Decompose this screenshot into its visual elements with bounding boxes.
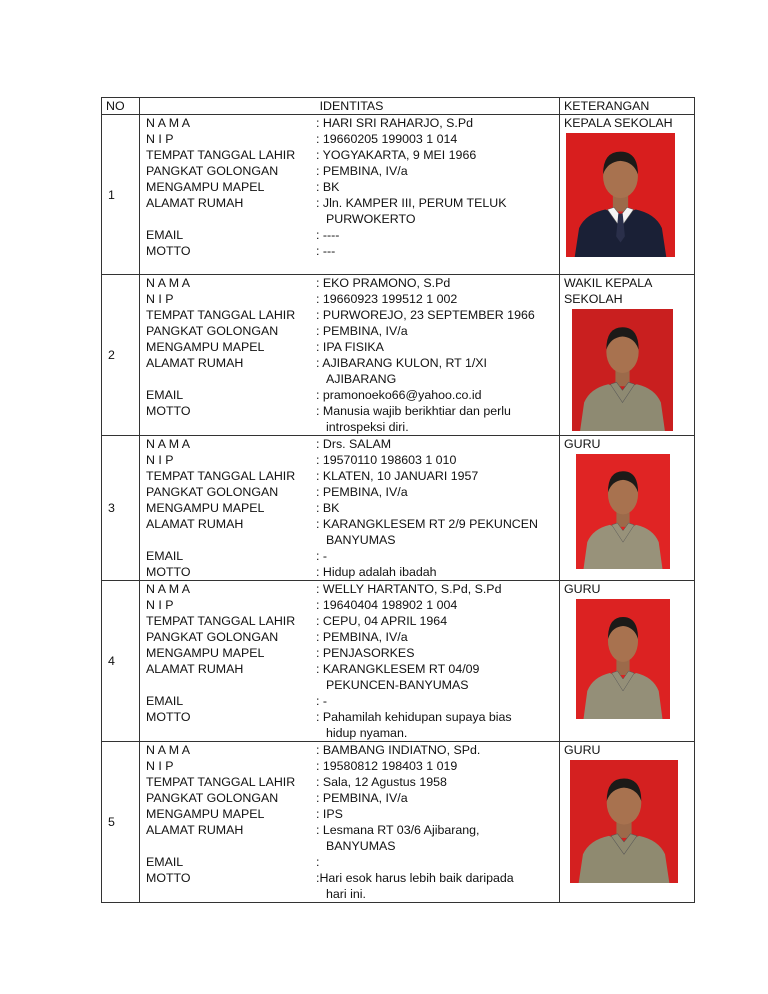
field-label-motto: MOTTO	[146, 244, 191, 258]
field-label-pangkat: PANGKAT GOLONGAN	[146, 485, 279, 499]
field-label-mapel: MENGAMPU MAPEL	[146, 501, 265, 515]
identity-cell	[140, 436, 560, 581]
field-value-alamat2: BANYUMAS	[326, 533, 396, 547]
field-label-alamat: ALAMAT RUMAH	[146, 823, 244, 837]
identity-line	[140, 629, 559, 645]
field-value-alamat1: : KARANGKLESEM RT 2/9 PEKUNCEN	[316, 517, 538, 531]
table-row	[102, 436, 695, 581]
identity-cell	[140, 275, 560, 436]
identity-line	[140, 758, 559, 774]
identity-line	[140, 661, 559, 677]
role-label: GURU	[564, 437, 601, 451]
field-label-alamat: ALAMAT RUMAH	[146, 517, 244, 531]
field-label-alamat: ALAMAT RUMAH	[146, 356, 244, 370]
table-header	[102, 98, 695, 115]
identity-line	[140, 709, 559, 725]
person-portrait-icon	[570, 760, 678, 883]
identity-line	[140, 581, 559, 597]
field-value-email: : -	[316, 549, 328, 563]
identity-line	[140, 452, 559, 468]
field-label-ttl: TEMPAT TANGGAL LAHIR	[146, 469, 296, 483]
identity-line	[140, 532, 559, 548]
field-value-motto1: : Pahamilah kehidupan supaya bias	[316, 710, 512, 724]
field-label-nama: N A M A	[146, 276, 191, 290]
field-value-mapel: : PENJASORKES	[316, 646, 415, 660]
field-value-nama: : WELLY HARTANTO, S.Pd, S.Pd	[316, 582, 502, 596]
field-value-alamat1: : Jln. KAMPER III, PERUM TELUK	[316, 196, 507, 210]
identity-line	[140, 693, 559, 709]
field-label-nama: N A M A	[146, 437, 191, 451]
identity-line	[140, 323, 559, 339]
field-value-nama: : Drs. SALAM	[316, 437, 392, 451]
field-value-motto2: introspeksi diri.	[326, 420, 409, 434]
identity-line	[140, 179, 559, 195]
identity-line	[140, 147, 559, 163]
field-value-ttl: : PURWOREJO, 23 SEPTEMBER 1966	[316, 308, 535, 322]
row-number: 1	[102, 115, 140, 275]
identity-line	[140, 564, 559, 580]
field-label-nama: N A M A	[146, 116, 191, 130]
field-value-nip: : 19570110 198603 1 010	[316, 453, 457, 467]
portrait-photo	[572, 309, 673, 431]
role-label-line2: SEKOLAH	[564, 292, 623, 306]
role-label: WAKIL KEPALA	[564, 276, 653, 290]
keterangan-cell	[560, 742, 695, 903]
header-keterangan: KETERANGAN	[560, 98, 695, 115]
identity-line	[140, 742, 559, 758]
field-label-email: EMAIL	[146, 855, 184, 869]
identity-line	[140, 725, 559, 741]
field-label-nip: N I P	[146, 292, 174, 306]
field-value-pangkat: : PEMBINA, IV/a	[316, 485, 408, 499]
keterangan-cell	[560, 581, 695, 742]
field-value-ttl: : CEPU, 04 APRIL 1964	[316, 614, 448, 628]
field-value-nip: : 19580812 198403 1 019	[316, 759, 458, 773]
identity-line	[140, 548, 559, 564]
identity-line	[140, 131, 559, 147]
field-value-nip: : 19660205 199003 1 014	[316, 132, 458, 146]
identity-line	[140, 822, 559, 838]
identity-line	[140, 163, 559, 179]
identity-line	[140, 870, 559, 886]
field-value-ttl: : KLATEN, 10 JANUARI 1957	[316, 469, 479, 483]
field-label-motto: MOTTO	[146, 710, 191, 724]
field-label-mapel: MENGAMPU MAPEL	[146, 340, 265, 354]
identity-line	[140, 211, 559, 227]
header-no: NO	[102, 98, 140, 115]
field-value-alamat2: PURWOKERTO	[326, 212, 416, 226]
field-label-nip: N I P	[146, 759, 174, 773]
field-value-alamat1: : AJIBARANG KULON, RT 1/XI	[316, 356, 487, 370]
table-row	[102, 275, 695, 436]
identity-line	[140, 597, 559, 613]
portrait-photo	[566, 133, 675, 257]
field-label-alamat: ALAMAT RUMAH	[146, 662, 244, 676]
field-value-alamat1: : Lesmana RT 03/6 Ajibarang,	[316, 823, 480, 837]
field-label-ttl: TEMPAT TANGGAL LAHIR	[146, 308, 296, 322]
field-label-motto: MOTTO	[146, 565, 191, 579]
field-label-nama: N A M A	[146, 743, 191, 757]
field-value-ttl: : YOGYAKARTA, 9 MEI 1966	[316, 148, 477, 162]
field-label-nip: N I P	[146, 598, 174, 612]
field-label-mapel: MENGAMPU MAPEL	[146, 180, 265, 194]
field-value-mapel: : BK	[316, 501, 340, 515]
field-label-ttl: TEMPAT TANGGAL LAHIR	[146, 614, 296, 628]
field-label-ttl: TEMPAT TANGGAL LAHIR	[146, 775, 296, 789]
identity-line	[140, 419, 559, 435]
identity-line	[140, 645, 559, 661]
person-portrait-icon	[576, 599, 670, 719]
row-number: 3	[102, 436, 140, 581]
person-portrait-icon	[576, 454, 670, 569]
field-label-mapel: MENGAMPU MAPEL	[146, 807, 265, 821]
field-value-email: : pramonoeko66@yahoo.co.id	[316, 388, 482, 402]
field-label-nip: N I P	[146, 453, 174, 467]
field-value-pangkat: : PEMBINA, IV/a	[316, 164, 408, 178]
row-number: 2	[102, 275, 140, 436]
staff-table	[101, 97, 695, 903]
portrait-photo	[570, 760, 678, 883]
field-label-pangkat: PANGKAT GOLONGAN	[146, 791, 279, 805]
field-value-alamat2: PEKUNCEN-BANYUMAS	[326, 678, 469, 692]
identity-line	[140, 387, 559, 403]
field-value-mapel: : IPA FISIKA	[316, 340, 384, 354]
field-value-motto1: :Hari esok harus lebih baik daripada	[316, 871, 514, 885]
role-label: KEPALA SEKOLAH	[564, 116, 673, 130]
identity-line	[140, 291, 559, 307]
field-value-email: : -	[316, 694, 328, 708]
row-number: 4	[102, 581, 140, 742]
field-label-email: EMAIL	[146, 388, 184, 402]
portrait-photo	[576, 454, 670, 569]
identity-line	[140, 403, 559, 419]
field-label-motto: MOTTO	[146, 404, 191, 418]
portrait-photo	[576, 599, 670, 719]
identity-line	[140, 774, 559, 790]
field-value-motto2: hidup nyaman.	[326, 726, 408, 740]
identity-line	[140, 516, 559, 532]
identity-line	[140, 838, 559, 854]
identity-line	[140, 886, 559, 902]
identity-cell	[140, 742, 560, 903]
field-value-motto2: hari ini.	[326, 887, 366, 901]
field-value-motto1: : ---	[316, 244, 336, 258]
field-label-alamat: ALAMAT RUMAH	[146, 196, 244, 210]
field-label-nip: N I P	[146, 132, 174, 146]
field-value-nama: : BAMBANG INDIATNO, SPd.	[316, 743, 481, 757]
identity-line	[140, 854, 559, 870]
field-value-email: : ----	[316, 228, 340, 242]
identity-line	[140, 790, 559, 806]
keterangan-cell	[560, 436, 695, 581]
identity-line	[140, 307, 559, 323]
identity-line	[140, 484, 559, 500]
person-portrait-icon	[572, 309, 673, 431]
identity-cell	[140, 115, 560, 275]
table-row	[102, 742, 695, 903]
field-value-motto1: : Hidup adalah ibadah	[316, 565, 437, 579]
field-label-pangkat: PANGKAT GOLONGAN	[146, 164, 279, 178]
field-value-nip: : 19640404 198902 1 004	[316, 598, 458, 612]
identity-line	[140, 275, 559, 291]
identity-line	[140, 195, 559, 211]
identity-line	[140, 371, 559, 387]
identity-line	[140, 468, 559, 484]
field-value-mapel: : IPS	[316, 807, 343, 821]
field-label-mapel: MENGAMPU MAPEL	[146, 646, 265, 660]
field-value-alamat2: BANYUMAS	[326, 839, 396, 853]
field-value-alamat2: AJIBARANG	[326, 372, 397, 386]
identity-line	[140, 806, 559, 822]
identity-line	[140, 613, 559, 629]
field-value-ttl: : Sala, 12 Agustus 1958	[316, 775, 447, 789]
field-value-pangkat: : PEMBINA, IV/a	[316, 791, 408, 805]
header-identitas: IDENTITAS	[140, 98, 560, 115]
field-label-email: EMAIL	[146, 694, 184, 708]
field-value-nama: : HARI SRI RAHARJO, S.Pd	[316, 116, 473, 130]
field-value-nip: : 19660923 199512 1 002	[316, 292, 458, 306]
table-row	[102, 115, 695, 275]
field-label-email: EMAIL	[146, 549, 184, 563]
field-label-pangkat: PANGKAT GOLONGAN	[146, 630, 279, 644]
field-value-nama: : EKO PRAMONO, S.Pd	[316, 276, 451, 290]
identity-line	[140, 115, 559, 131]
field-label-nama: N A M A	[146, 582, 191, 596]
table-row	[102, 581, 695, 742]
field-label-email: EMAIL	[146, 228, 184, 242]
field-value-pangkat: : PEMBINA, IV/a	[316, 324, 408, 338]
identity-line	[140, 243, 559, 259]
field-value-pangkat: : PEMBINA, IV/a	[316, 630, 408, 644]
field-value-email: :	[316, 855, 320, 869]
role-label: GURU	[564, 743, 601, 757]
identity-line	[140, 436, 559, 452]
identity-line	[140, 355, 559, 371]
field-value-mapel: : BK	[316, 180, 340, 194]
keterangan-cell	[560, 115, 695, 275]
field-label-ttl: TEMPAT TANGGAL LAHIR	[146, 148, 296, 162]
role-label: GURU	[564, 582, 601, 596]
field-label-motto: MOTTO	[146, 871, 191, 885]
field-label-pangkat: PANGKAT GOLONGAN	[146, 324, 279, 338]
identity-line	[140, 339, 559, 355]
identity-cell	[140, 581, 560, 742]
row-number: 5	[102, 742, 140, 903]
keterangan-cell	[560, 275, 695, 436]
identity-line	[140, 677, 559, 693]
identity-line	[140, 227, 559, 243]
person-portrait-icon	[566, 133, 675, 257]
identity-line	[140, 500, 559, 516]
field-value-motto1: : Manusia wajib berikhtiar dan perlu	[316, 404, 511, 418]
field-value-alamat1: : KARANGKLESEM RT 04/09	[316, 662, 480, 676]
